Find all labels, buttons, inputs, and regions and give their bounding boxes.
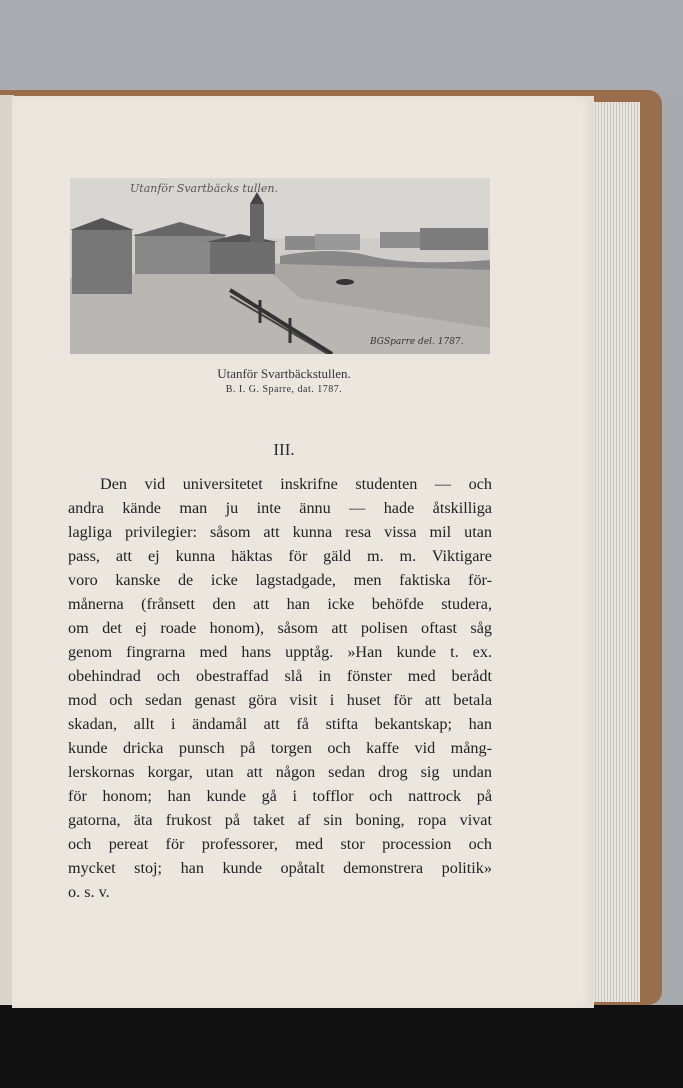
caption-credit: B. I. G. Sparre, dat. 1787.	[225, 384, 343, 395]
page-edges	[590, 102, 640, 1002]
text-line: voro kanske de icke lagstadgade, men faktiska för-	[68, 571, 492, 589]
text-line: skadan, allt i ändamål att få stifta bekantskap; han	[68, 715, 492, 733]
text-line: pass, att ej kunna häktas för gäld m. m. Viktigare	[68, 547, 492, 565]
text-line: och pereat för professorer, med stor procession och	[68, 835, 492, 853]
text-line: lerskornas korgar, utan att någon sedan drog sig undan	[68, 763, 492, 781]
caption-title: Utanför Svartbäckstullen.	[217, 366, 351, 381]
text-line: mycket stoj; han kunde opåtalt demonstrera politik»	[68, 859, 492, 877]
text-line: andra kände man ju inte ännu — hade åtskilliga	[68, 499, 492, 517]
text-line: kunde dricka punsch på torgen och kaffe vid mång-	[68, 739, 492, 757]
body-text	[68, 472, 492, 904]
text-line: för honom; han kunde gå i tofflor och nattrock på	[68, 787, 492, 805]
text-line: mod och sedan genast göra visit i huset för att betala	[68, 691, 492, 709]
text-line: gatorna, äta frukost på taket af sin boning, ropa vivat	[68, 811, 492, 829]
town-view-drawing	[70, 178, 490, 354]
background-bottom	[0, 1005, 683, 1088]
text-line: obehindrad och obestraffad slå in fönster med berådt	[68, 667, 492, 685]
text-line: om det ej roade honom), såsom att polisen oftast såg	[68, 619, 492, 637]
chapter-number: III.	[273, 440, 295, 459]
artist-signature: BGSparre del. 1787.	[370, 337, 464, 347]
text-line: genom fingrarna med hans upptåg. »Han kunde t. ex.	[68, 643, 492, 661]
handwritten-title: Utanför Svartbäcks tullen.	[130, 182, 278, 195]
text-line: Den vid universitetet inskrifne studenten — och	[100, 475, 492, 493]
text-line: lagliga privilegier: såsom att kunna resa vissa mil utan	[68, 523, 492, 541]
text-line: o. s. v.	[68, 883, 110, 901]
engraving-illustration	[70, 178, 490, 354]
text-line: månerna (frånsett den att han icke behöfde studera,	[68, 595, 492, 613]
background-top	[0, 0, 683, 92]
